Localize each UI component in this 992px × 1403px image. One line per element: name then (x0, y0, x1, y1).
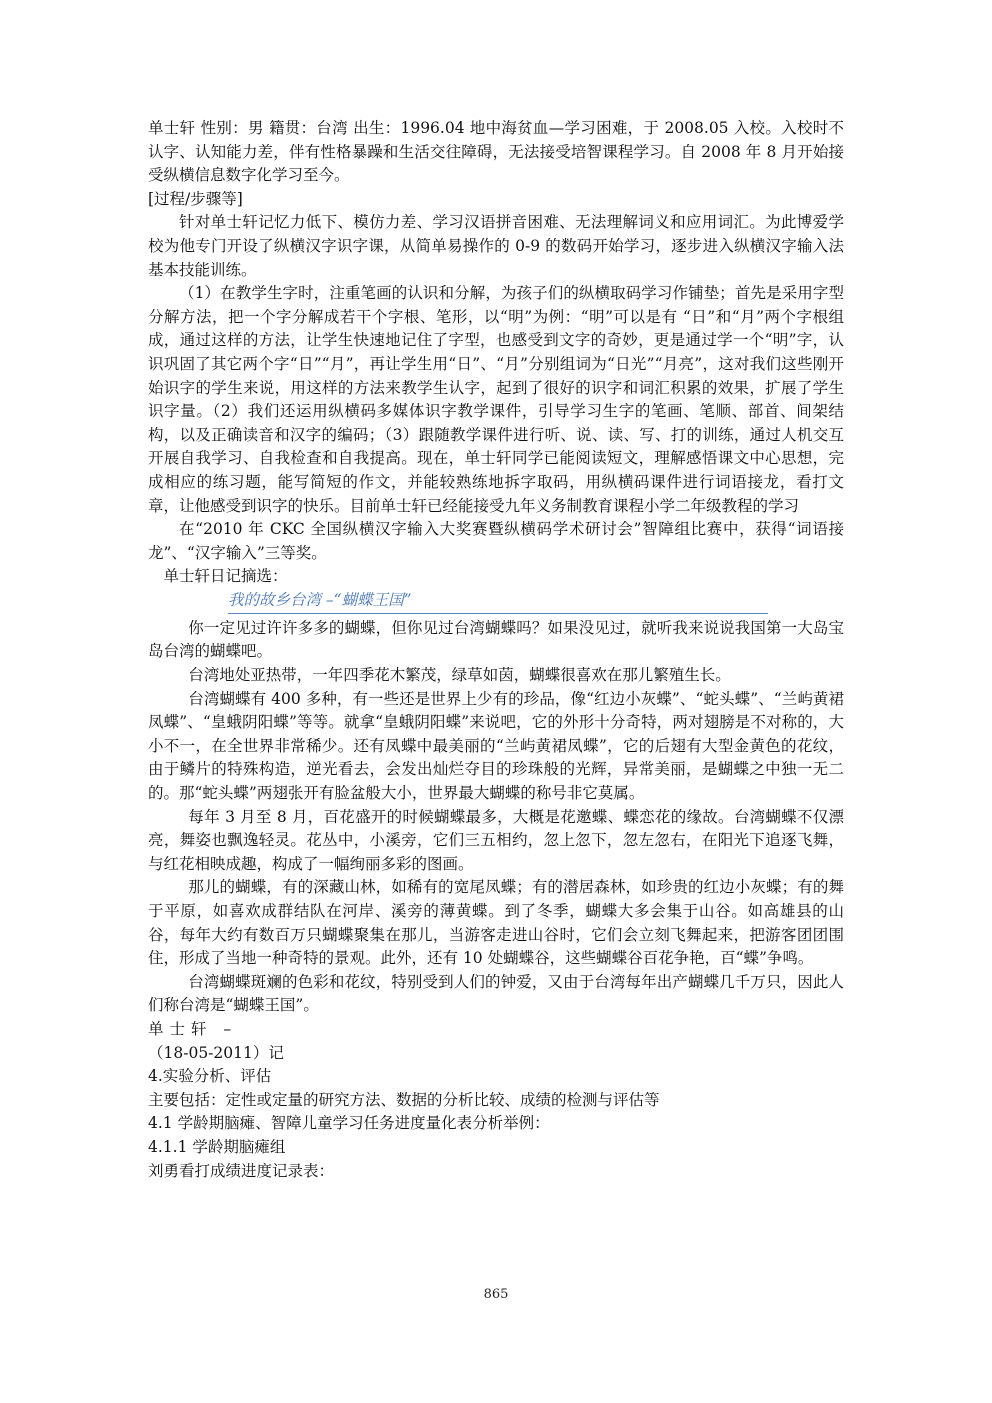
subsection-heading: 4.1 学龄期脑瘫、智障儿童学习任务进度量化表分析举例： (148, 1114, 550, 1133)
table-caption: 刘勇看打成绩进度记录表： (148, 1161, 335, 1180)
body-text (148, 117, 844, 1183)
paragraph-background: 针对单士轩记忆力低下、模仿力差、学习汉语拼音困难、无法理解词义和应用词汇。为此博爱学校为他专门开设了纵横汉字识字课，从简单易操作的 0-9 的数码开始学习，逐步进入纵横汉字输入法基本技能训练。 (148, 213, 844, 279)
diary-paragraph: 台湾蝴蝶斑斓的色彩和花纹，特别受到人们的钟爱，又由于台湾每年出产蝴蝶几千万只，因此人们称台湾是“蝴蝶王国”。 (148, 972, 844, 1015)
diary-paragraph: 台湾蝴蝶有 400 多种，有一些还是世界上少有的珍品，像“红边小灰蝶”、“蛇头蝶”、“兰屿黄裙凤蝶”、“皇蛾阴阳蝶”等等。就拿“皇蛾阴阳蝶”来说吧，它的外形十分奇特，两对翅膀是不对称的，大小不一，在全世界非常稀少。还有凤蝶中最美丽的“兰屿黄裙凤蝶”，它的后翅有大型金黄色的花纹，由于鳞片的特殊构造，逆光看去，会发出灿烂夺目的珍珠般的光辉，异常美丽，是蝴蝶之中独一无二的。那“蛇头蝶”两翅张开有脸盆般大小，世界最大蝴蝶的称号非它莫属。 (148, 689, 844, 803)
diary-title-wrap (148, 589, 844, 617)
diary-paragraph: 每年 3 月至 8 月，百花盛开的时候蝴蝶最多，大概是花邀蝶、蝶恋花的缘故。台湾蝴蝶不仅漂亮，舞姿也飘逸轻灵。花丛中，小溪旁，它们三五相约，忽上忽下，忽左忽右，在阳光下追逐飞舞，与红花相映成趣，构成了一幅绚丽多彩的图画。 (148, 807, 844, 873)
diary-paragraph: 台湾地处亚热带，一年四季花木繁茂，绿草如茵，蝴蝶很喜欢在那儿繁殖生长。 (188, 666, 731, 685)
process-header: [过程/步骤等] (148, 189, 243, 208)
diary-title: 我的故乡台湾 –“蝴蝶王国” (228, 589, 768, 614)
section-heading: 4.实验分析、评估 (148, 1067, 272, 1086)
subsubsection-heading: 4.1.1 学龄期脑瘫组 (148, 1137, 286, 1156)
diary-intro: 单士轩日记摘选： (163, 567, 288, 586)
student-profile: 单士轩 性别：男 籍贯：台湾 出生：1996.04 地中海贫血—学习困难，于 2008.05 入校。入校时不认字、认知能力差，伴有性格暴躁和生活交往障碍，无法接受培智课程学习。自 2008 年 8 月开始接受纵横信息数字化学习至今。 (148, 119, 844, 185)
paragraph-teaching-method: （1）在教学生字时，注重笔画的认识和分解，为孩子们的纵横取码学习作铺垫；首先是采用字型分解方法，把一个字分解成若干个字根、笔形，以“明”为例：“明”可以是有 “日”和“月”两个字根组成，通过这样的方法，让学生快速地记住了字型，也感受到文字的奇妙，更是通过学一个“明”字，认识巩固了其它两个字“日”“月”，再让学生用“日”、“月”分别组词为“日光”“月亮”，这对我们这些刚开始识字的学生来说，用这样的方法来教学生认字，起到了很好的识字和词汇积累的效果，扩展了学生识字量。（2）我们还运用纵横码多媒体识字教学课件，引导学习生字的笔画、笔顺、部首、间架结构，以及正确读音和汉字的编码；（3）跟随教学课件进行听、说、读、写、打的训练，通过人机交互开展自我学习、自我检查和自我提高。现在，单士轩同学已能阅读短文，理解感悟课文中心思想，完成相应的练习题，能写简短的作文，并能较熟练地拆字取码，用纵横码课件进行词语接龙，看打文章，让他感受到识字的快乐。目前单士轩已经能接受九年义务制教育课程小学二年级教程的学习 (148, 284, 844, 515)
section-summary: 主要包括：定性或定量的研究方法、数据的分析比较、成绩的检测与评估等 (148, 1090, 660, 1109)
diary-date: （18-05-2011）记 (148, 1043, 284, 1062)
page-number: 865 (483, 1287, 509, 1302)
diary-signature: 单士轩 – (148, 1019, 238, 1038)
diary-paragraph: 那儿的蝴蝶，有的深藏山林，如稀有的宽尾凤蝶；有的潜居森林，如珍贵的红边小灰蝶；有的舞于平原，如喜欢成群结队在河岸、溪旁的薄黄蝶。到了冬季，蝴蝶大多会集于山谷。如高雄县的山谷，每年大约有数百万只蝴蝶聚集在那儿，当游客走进山谷时，它们会立刻飞舞起来，把游客团团围住，形成了当地一种奇特的景观。此外，还有 10 处蝴蝶谷，这些蝴蝶谷百花争艳，百“蝶”争鸣。 (148, 878, 844, 968)
diary-paragraph: 你一定见过许许多多的蝴蝶，但你见过台湾蝴蝶吗？如果没见过，就听我来说说我国第一大岛宝岛台湾的蝴蝶吧。 (148, 618, 844, 661)
paragraph-award: 在“2010 年 CKC 全国纵横汉字输入大奖赛暨纵横码学术研讨会”智障组比赛中，获得“词语接龙”、“汉字输入”三等奖。 (148, 520, 844, 562)
